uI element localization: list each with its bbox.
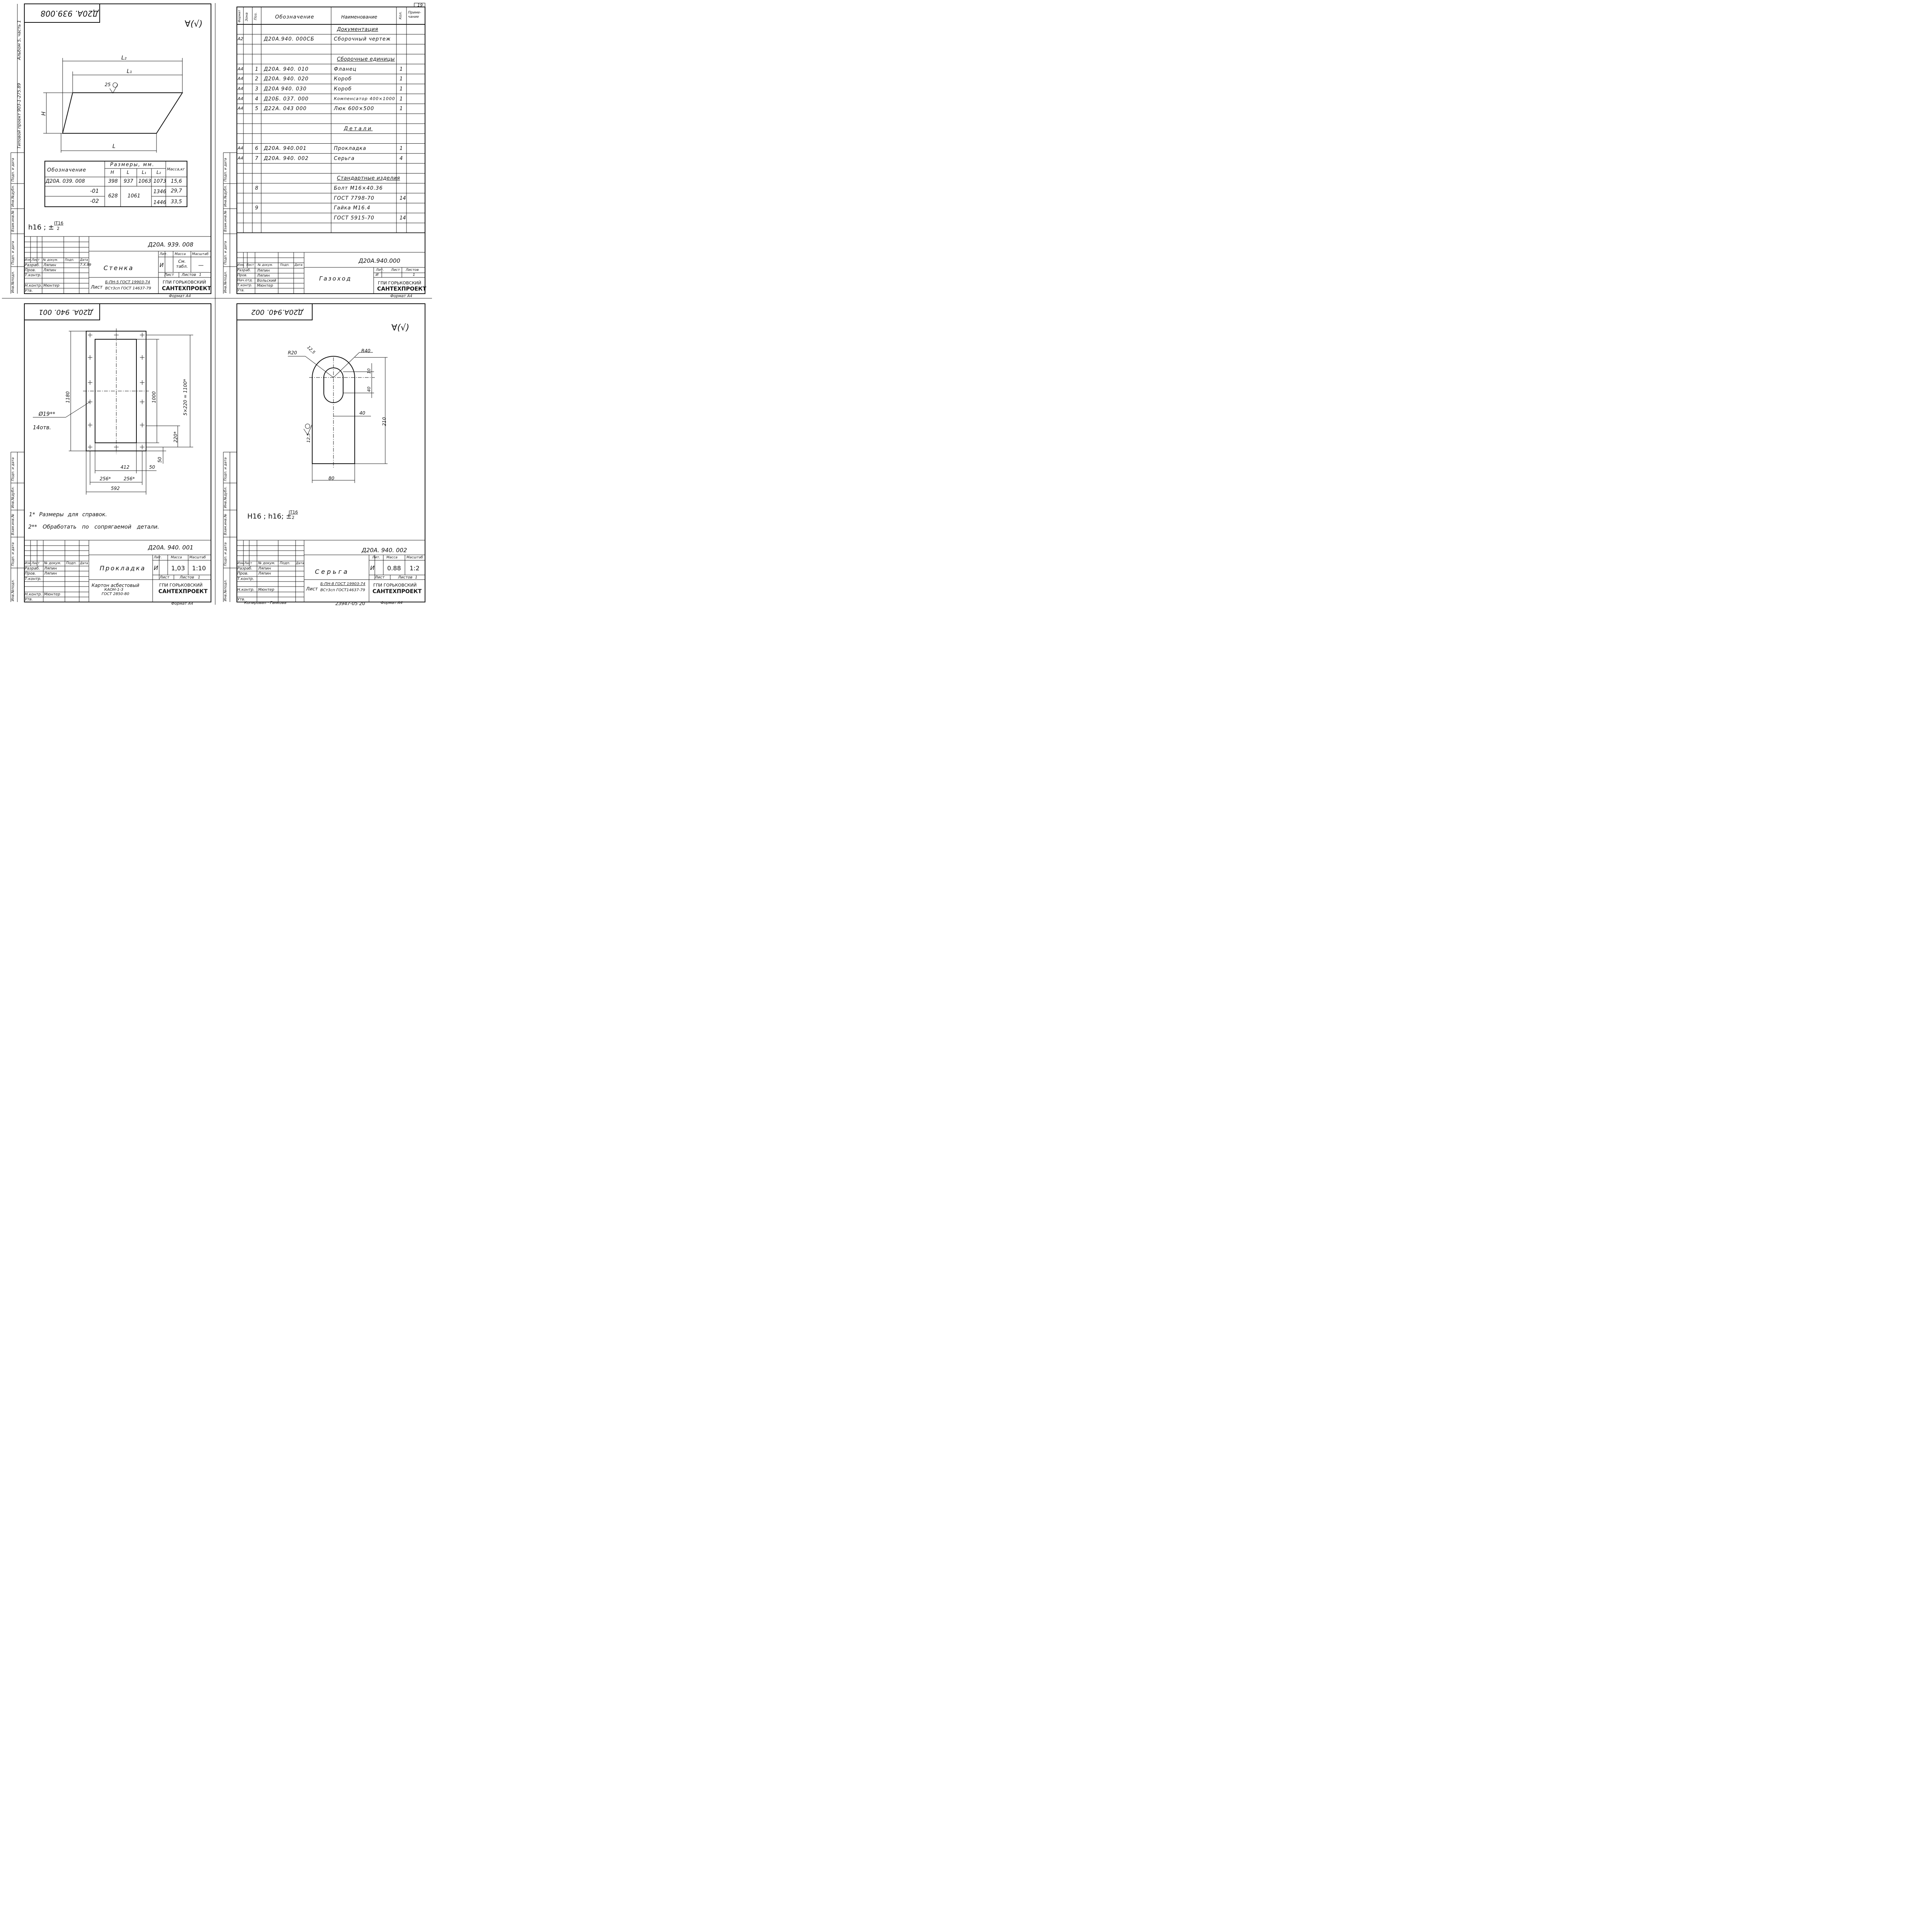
dim-label: R40 [361,348,371,354]
format-label: Формат А4 [169,294,191,298]
tolerance-note: H16 ; h16; ± [247,512,292,520]
table-cell: 1063 [138,179,151,184]
spec-cell-name: Серьга [334,155,355,162]
spec-cell-pos: 7 [255,155,259,162]
stamp-docno: № докум. [43,258,58,262]
sheet-label: Лист [391,268,400,272]
side-label: Инв.№подл. [11,271,15,293]
spec-cell-designation: Д20А. 940. 010 [264,66,309,72]
scale-header: Масштаб [192,252,209,256]
side-label: Инв.№подл. [224,271,228,293]
dim-label: 80 [328,476,335,481]
rotated-code: Д20А.940. 002 [251,308,304,316]
stamp-izm: Изм. [237,561,245,565]
tolerance-den: 2 [57,226,60,231]
roughness-mark: ∀(√) [391,323,410,333]
dim-label: 412 [121,464,129,470]
spec-section-title: Детали [344,126,373,132]
table-cell: 398 [108,179,118,184]
spec-cell-designation: Д20А.940. 000СБ [264,36,315,43]
stamp-person: Ляпин [44,566,57,571]
stamp-role: Утв. [25,597,33,602]
side-label: Подп. и дата [224,542,228,566]
drawing-name: Газоход [319,275,352,282]
stamp-person: Мюнтер [43,284,60,288]
dim-label: 210 [381,417,387,426]
spec-header-note: Приме- чание [408,11,421,19]
side-label: Взам.инв.№ [224,210,228,232]
stamp-person: Ляпин [257,269,270,273]
spec-cell-qty: 1 [400,66,403,72]
scale-header: Масштаб [406,556,423,560]
spec-cell-format: А4 [238,146,243,151]
drawing-name: Серьга [315,568,349,575]
org-name: ГПИ ГОРЬКОВСКИЙ [159,583,203,588]
dim-label: H [41,111,47,116]
stamp-person: Мюнтер [258,588,274,592]
spec-cell-designation: Д20А. 940. 002 [264,155,309,162]
stamp-person: Ляпин [44,571,57,576]
side-label: Взам.инв.№ [224,514,228,535]
format-label: Формат А4 [390,294,412,298]
stamp-person: Мюнтер [44,592,60,597]
dim-label: 50 [149,464,155,470]
spec-header-name: Наименование [341,14,378,20]
spec-cell-name: Болт М16×40.36 [334,185,383,191]
spec-cell-name: Компенсатор 400×1000 [334,96,395,101]
material-line: ГОСТ 2850-80 [102,592,129,596]
tolerance-den: 2 [292,515,294,520]
stamp-person: Вольский [257,279,276,283]
spec-cell-format: А4 [238,66,243,71]
spec-cell-name: Короб [334,86,352,92]
dim-label: 12,5 [306,433,311,443]
rotated-code: Д20А. 939.008 [41,9,99,18]
stamp-role: Нач.отд. [237,279,253,282]
material-prefix: Лист [91,284,103,290]
sheets-value: 1 [415,575,418,580]
sheets-value: 1 [198,575,201,580]
table-col: L [127,170,129,175]
tolerance-num: IT16 [289,510,298,515]
table-cell: 1073 [153,179,167,184]
org-name: САНТЕХПРОЕКТ [162,286,211,292]
table-cell: 1061 [128,193,141,199]
material-line: Картон асбестовый [92,583,139,588]
spec-cell-format: А4 [238,106,243,111]
stamp-role: Н.контр. [25,284,42,288]
sheets-label: Листов [406,268,419,272]
spec-cell-pos: 1 [255,66,259,72]
stamp-data: Дата [80,258,88,262]
material-line: КАОН-1-3 [104,588,124,592]
spec-cell-name: Короб [334,76,352,82]
dim-label: 12,5 [306,345,316,355]
dim-label: 5×220 = 1100* [182,379,188,416]
side-label: Подп. и дата [11,241,15,265]
stamp-role: Т.контр. [237,284,253,287]
mass-header: Масса [175,252,186,256]
scale-value: 1:10 [192,565,206,572]
stamp-data: Дата [80,561,88,565]
side-label: Подп. и дата [224,457,228,481]
spec-section-title: Сборочные единицы [337,56,395,62]
drawing-name: Прокладка [100,565,146,572]
spec-cell-qty: 1 [400,106,403,112]
spec-cell-designation: Д22А. 043 000 [264,106,307,112]
format-label: Формат А4 [381,601,403,605]
stamp-podp: Подп. [280,263,290,267]
org-name: ГПИ ГОРЬКОВСКИЙ [373,583,417,588]
stamp-role: Разраб. [25,263,40,267]
table-cell: 937 [124,179,133,184]
lit-value: И [376,273,379,277]
page-number: 19 [417,3,423,8]
roughness-mark: ∀(√) [185,19,203,29]
sheet-label: Лист [160,575,170,580]
dim-label: 220* [173,431,179,443]
org-name: САНТЕХПРОЕКТ [158,588,208,595]
side-label: Подп. и дата [11,457,15,481]
spec-cell-qty: 1 [400,76,403,82]
org-name: ГПИ ГОРЬКОВСКИЙ [163,280,206,285]
stamp-role: Утв. [237,289,245,293]
table-header: Обозначение [47,167,87,173]
spec-header-zone: Зона [245,12,249,21]
stamp-role: Т.контр. [237,577,254,581]
spec-cell-name: Гайка М16.4 [334,205,371,211]
table-cell: Д20А. 039. 008 [46,179,85,184]
side-label: Подп. и дата [11,158,15,182]
drawing-code: Д20А. 940. 001 [148,544,194,551]
spec-cell-pos: 9 [255,205,259,211]
stamp-list: Лист [32,561,40,565]
dim-label: L₂ [121,55,127,61]
spec-cell-name: Прокладка [334,146,366,152]
spec-cell-name: ГОСТ 5915-70 [334,215,374,221]
stamp-izm: Изм. [25,258,32,262]
org-name: САНТЕХПРОЕКТ [372,588,422,595]
lit-header: Лит. [160,252,168,256]
table-cell: 33,5 [171,199,182,205]
mass-value: 0.88 [387,565,401,572]
sheet-label: Лист [375,575,385,580]
table-cell: 15,6 [171,179,182,184]
stamp-role: Разраб. [25,566,40,571]
stamp-person: Ляпин [258,571,271,576]
mass-value: 1,03 [171,565,185,572]
lit-header: Лит. [376,268,384,272]
stamp-role: Пров. [25,571,36,576]
spec-cell-designation: Д20А. 940.001 [264,146,307,152]
spec-cell-name: Сборочный чертеж [334,36,391,43]
stamp-podp: Подп. [280,561,291,565]
table-cell: -01 [90,188,99,194]
spec-header-format: Формат [238,10,241,22]
order-number: 23947-05 20 [335,601,365,606]
stamp-role: Утв. [25,289,33,293]
side-label: Взам.инв.№ [11,210,15,232]
stamp-izm: Изм. [237,263,245,267]
table-col: L₁ [142,170,146,175]
side-label: Инв.№дубл. [11,185,15,207]
table-cell: 628 [108,193,118,199]
spec-cell-qty: 14 [400,195,406,201]
spec-cell-qty: 14 [400,215,406,221]
spec-cell-qty: 4 [400,155,403,162]
dim-label: 40 [359,410,366,416]
side-label: Подп. и дата [224,241,228,265]
stamp-role: Н.контр. [25,592,42,597]
scale-value: — [198,262,204,269]
stamp-person: Мюнтер [257,284,273,288]
side-label: Подп. и дата [11,542,15,566]
stamp-list: Лист [32,258,40,262]
stamp-podp: Подп. [66,561,77,565]
spec-header-designation: Обозначение [275,14,315,20]
drawing-code: Д20А. 939. 008 [148,241,194,248]
spec-cell-format: А4 [238,86,243,91]
copied-by: Копировал · Ганкова [244,601,287,605]
stamp-role: Разраб. [237,566,253,571]
sheets-label: Листов [182,273,196,277]
drawing-name: Стенка [104,264,134,272]
stamp-data: Дата [296,561,304,565]
scale-header: Масштаб [189,556,206,560]
table-cell: 29,7 [171,188,182,194]
org-name: САНТЕХПРОЕКТ [377,286,427,292]
spec-cell-pos: 3 [255,86,259,92]
dim-label: 592 [111,486,120,491]
scale-value: 1:2 [410,565,420,572]
sheets-value: 1 [413,273,415,277]
spec-cell-qty: 1 [400,96,403,102]
stamp-podp: Подп. [65,258,75,262]
material-prefix: Лист [306,586,318,592]
roughness-value: 25 [105,82,111,87]
stamp-role: Т.контр. [25,577,42,581]
spec-cell-qty: 1 [400,86,403,92]
mass-header: Масса [386,556,398,560]
stamp-data: Дата [294,263,303,267]
spec-cell-name: ГОСТ 7798-70 [334,195,374,201]
spec-cell-pos: 8 [255,185,259,191]
sheets-label: Листов [180,575,194,580]
spec-section-title: Стандартные изделия [337,175,400,182]
stamp-list: Лист [244,561,252,565]
dim-label: 1000 [151,391,157,403]
side-label: Инв.№подл. [11,579,15,601]
spec-cell-pos: 2 [255,76,259,82]
rotated-code: Д20А. 940. 001 [39,308,93,316]
material-line: Б-ПН-5 ГОСТ 19903-74 [105,280,150,284]
lit-header: Лит. [154,556,162,560]
drawing-code: Д20А. 940. 002 [362,547,407,554]
stamp-role: Разраб. [237,269,251,272]
material-line: Б-ПН-8 ГОСТ 19903-74 [320,582,366,586]
lit-value: И [370,565,375,571]
stamp-person: Ляпин [257,274,270,278]
stamp-role: Т.контр. [25,273,42,277]
spec-cell-format: А4 [238,155,243,161]
stamp-role: Утв. [237,597,245,602]
spec-cell-name: Фланец [334,66,357,72]
side-label: Инв.№дубл. [11,486,15,508]
spec-cell-name: Люк 600×500 [334,106,374,112]
note: 1* Размеры для справок. [29,512,107,518]
mass-header: Масса [171,556,182,560]
stamp-docno: № докум. [258,561,276,565]
hole-count: 14отв. [33,425,51,431]
note: 2** Обработать по сопрягаемой детали. [28,524,159,530]
material-line: ВСт3сп ГОСТ14637-79 [320,588,365,592]
side-label: Взам.инв.№ [11,514,15,535]
stamp-list: Лист [246,263,254,267]
lit-value: И [160,262,164,269]
table-header: Размеры, мм. [110,162,155,168]
stamp-person: Ляпин [43,263,56,267]
spec-cell-format: А4 [238,96,243,101]
table-cell: 1446 [153,200,167,206]
spec-cell-pos: 5 [255,106,259,112]
table-cell: 1346 [153,189,167,195]
stamp-role: Пров. [237,571,249,576]
spec-cell-format: А2 [238,36,243,42]
format-label: Формат А4 [171,602,193,606]
lit-value: И [154,565,158,571]
sheets-label: Листов [398,575,413,580]
spec-cell-format: А4 [238,76,243,82]
dim-label: 256* [124,476,135,481]
spec-cell-pos: 4 [255,96,259,102]
spec-section-title: Документация [337,26,378,32]
stamp-izm: Изм. [25,561,32,565]
spec-header-qty: Кол. [399,11,403,19]
spec-cell-designation: Д20А 940. 030 [264,86,307,92]
drawing-code: Д20А.940.000 [359,257,400,264]
tolerance-num: IT16 [54,221,63,226]
stamp-role: Н.контр. [237,588,255,592]
dim-label: 40 [366,386,372,392]
spec-cell-designation: Д20Б. 037. 000 [264,96,309,102]
dim-label: 1180 [65,391,71,403]
side-label: Подп. и дата [224,158,228,182]
lit-header: Лит. [372,556,380,560]
stamp-person: Ляпин [43,268,56,272]
side-label: Инв.№подл. [224,579,228,601]
dim-label: 50 [157,457,163,463]
spec-cell-designation: Д20А. 940. 020 [264,76,309,82]
stamp-role: Пров. [237,274,248,277]
stamp-role: Пров. [25,268,36,272]
sheet-label: Лист [164,273,174,277]
tolerance-note: h16 ; ± [28,223,54,231]
spec-cell-pos: 6 [255,146,259,152]
table-cell: -02 [90,198,99,204]
hole-callout: Ø19** [39,411,55,417]
material-line: ВСт3сп ГОСТ 14637-79 [105,286,151,291]
stamp-docno: № докум. [44,561,61,565]
project-label: Типовой проект 903-1-275.89 [17,83,22,149]
album-label: Альбом 5, часть 1 [17,20,22,60]
stamp-docno: № докум. [258,263,273,267]
side-label: Инв.№дубл. [224,486,228,508]
table-header: Масса,кг [167,167,185,172]
sheets-value: 1 [199,273,202,277]
side-label: Инв.№дубл. [224,185,228,207]
org-name: ГПИ ГОРЬКОВСКИЙ [378,281,422,286]
dim-label: L [112,143,116,150]
spec-cell-qty: 1 [400,146,403,152]
dim-label: 256* [100,476,111,481]
stamp-date: 7.Х.89 [80,263,92,267]
stamp-person: Ляпин [258,566,271,571]
mass-value: См. табл. [176,259,188,269]
dim-label: R20 [288,350,297,355]
table-col: L₂ [156,170,161,175]
dim-label: L₁ [127,68,132,75]
table-col: H [111,170,114,175]
spec-header-pos: Поз. [254,12,258,20]
dim-label: 10 [366,368,372,374]
